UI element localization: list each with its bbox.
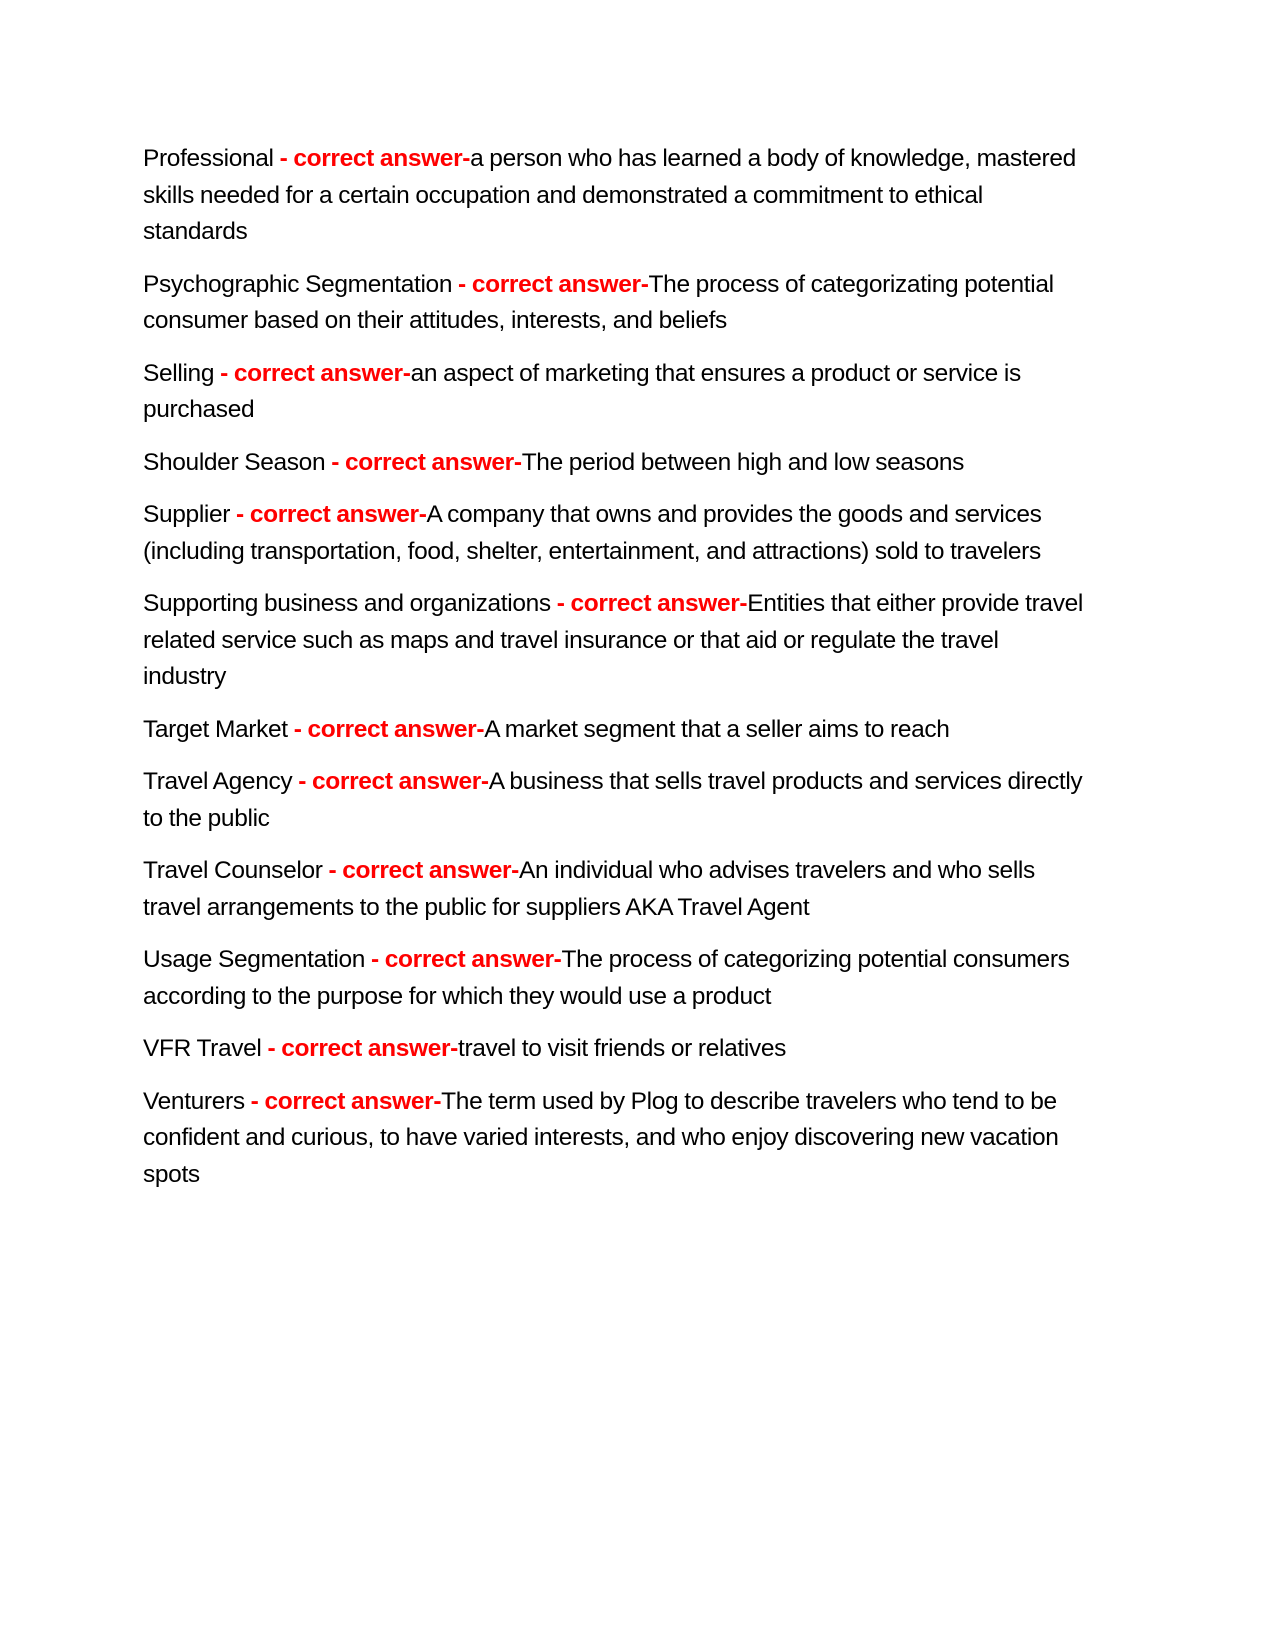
definition: An individual who advises travelers and who sells travel arrangements to the public for suppliers AKA Travel Agent [143,857,1035,921]
glossary-entry [143,445,1083,482]
glossary-entry [143,1084,1083,1194]
glossary-entry [143,1031,1083,1068]
term: Target Market [143,715,288,743]
definition: A business that sells travel products and services directly to the public [143,768,1083,832]
term: Selling [143,359,215,387]
glossary-entry [143,497,1083,570]
answer-separator: - correct answer- [325,448,522,476]
definition: The process of categorizating potential consumer based on their attitudes, interests, and beliefs [143,270,1054,334]
answer-separator: - correct answer- [550,590,748,617]
definition: The period between high and low seasons [521,448,965,476]
glossary-entry [143,586,1083,696]
answer-separator: - correct answer- [244,1087,442,1115]
definition: an aspect of marketing that ensures a product or service is purchased [143,359,1021,423]
answer-separator: - correct answer- [365,946,562,973]
definition: travel to visit friends or relatives [457,1035,787,1062]
glossary-entry [143,942,1083,1015]
term: Supplier [143,501,231,528]
answer-separator: - correct answer- [230,501,427,528]
answer-separator: - correct answer- [214,359,411,387]
definition: The term used by Plog to describe travelers who tend to be confident and curious, to have varied interests, and who enjoy discovering new vacation spots [143,1087,1059,1188]
term: Professional [143,145,274,172]
definition: A market segment that a seller aims to reach [484,715,950,743]
term: Travel Counselor [143,857,323,884]
answer-separator: - correct answer- [452,270,649,298]
definition: The process of categorizing potential consumers according to the purpose for which they would use a product [143,946,1070,1010]
term: Shoulder Season [143,448,326,476]
glossary-entry [143,356,1083,429]
glossary-entry [143,267,1083,340]
term: Travel Agency [143,768,293,795]
glossary-entry [143,853,1083,926]
term: Venturers [143,1087,245,1115]
term: Supporting business and organizations [143,590,551,617]
glossary-entry [143,712,1083,749]
answer-separator: - correct answer- [287,715,485,743]
glossary-entry [143,141,1083,251]
answer-separator: - correct answer- [261,1035,458,1062]
definition: Entities that either provide travel related service such as maps and travel insurance or that aid or regulate the travel industry [143,590,1083,690]
definition: A company that owns and provides the goods and services (including transportation, food, shelter, entertainment, and attractions) sold to travelers [143,501,1042,565]
document-page [143,141,1083,1209]
answer-separator: - correct answer- [322,857,519,884]
answer-separator: - correct answer- [292,768,489,795]
answer-separator: - correct answer- [273,145,471,172]
term: VFR Travel [143,1035,262,1062]
glossary-entry [143,764,1083,837]
term: Psychographic Segmentation [143,270,453,298]
definition: a person who has learned a body of knowledge, mastered skills needed for a certain occupation and demonstrated a commitment to ethical standards [143,145,1076,245]
term: Usage Segmentation [143,946,366,973]
